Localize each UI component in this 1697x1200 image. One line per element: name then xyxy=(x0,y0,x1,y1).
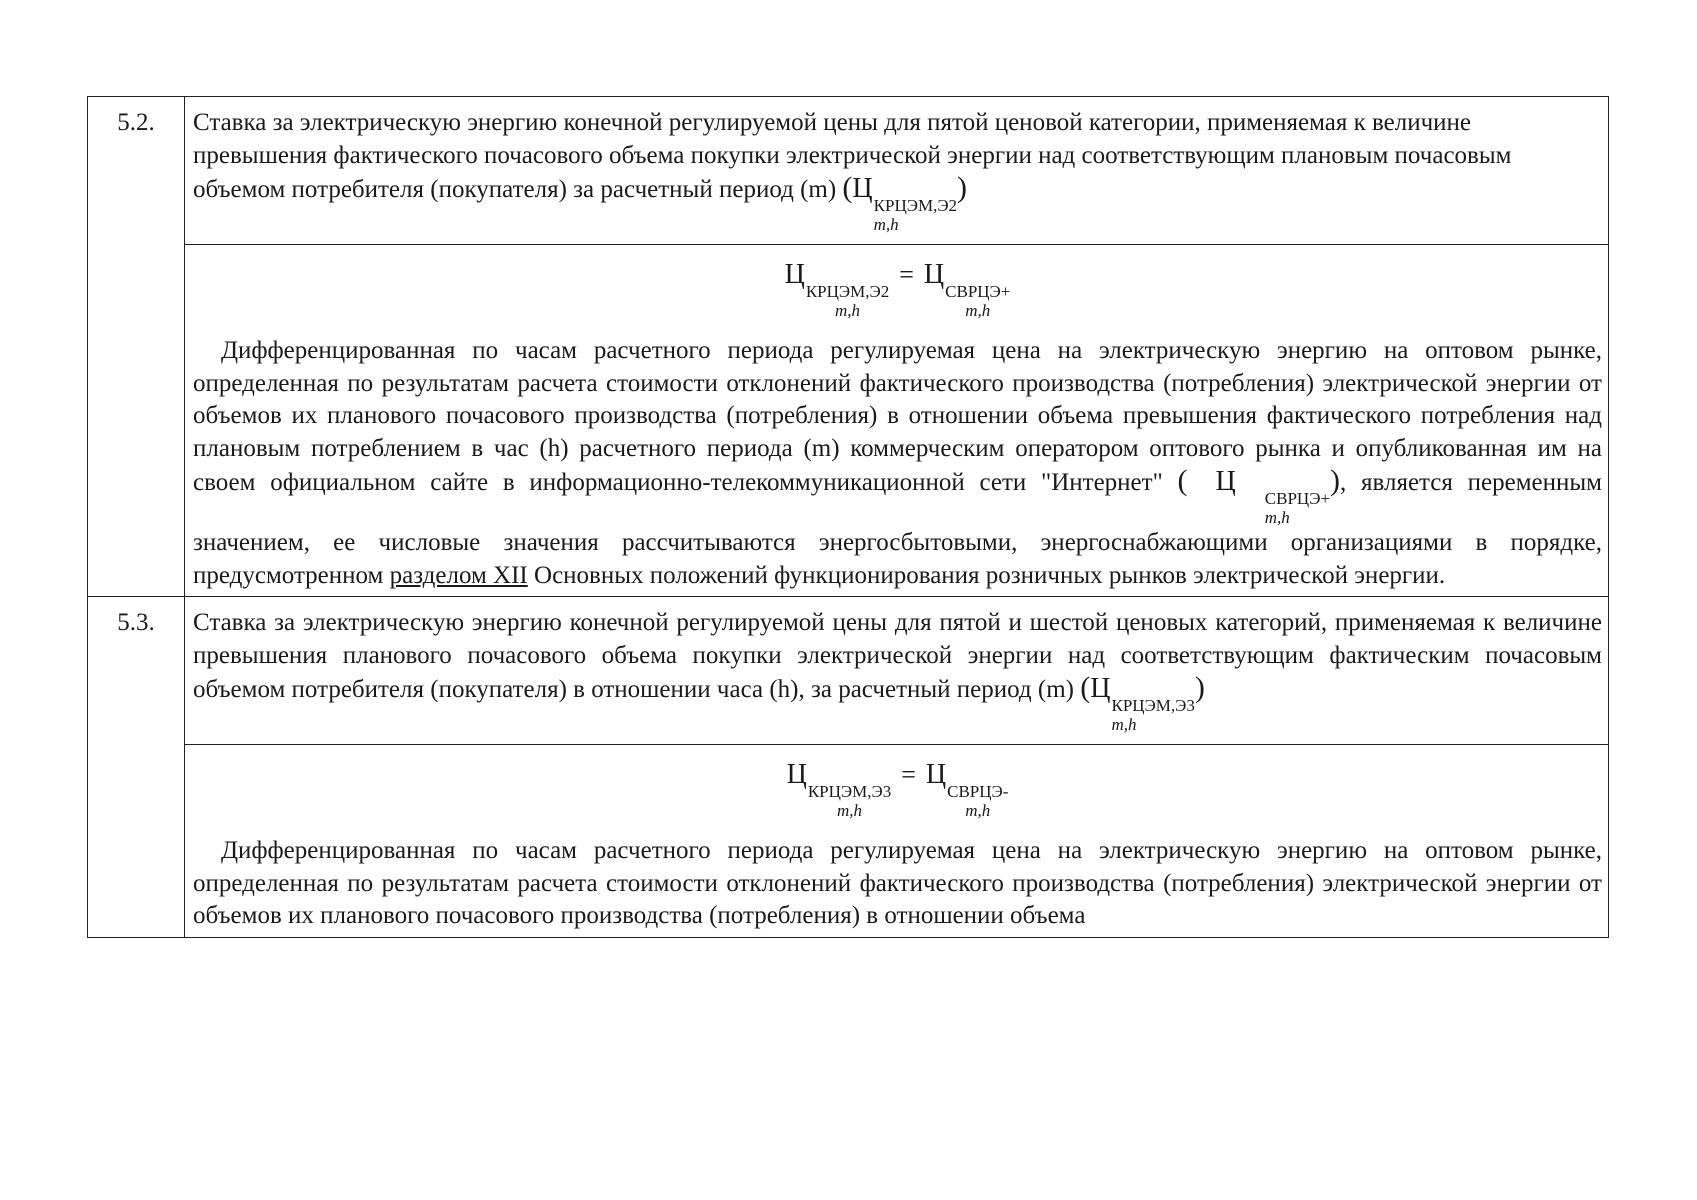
empty-number-cell xyxy=(88,745,185,938)
symbol-base: Ц xyxy=(786,759,807,790)
section-5-3-header-row xyxy=(88,597,1609,745)
section-5-2-detail-row xyxy=(88,245,1609,597)
symbol-subscript: m,h xyxy=(1111,715,1137,734)
price-symbol xyxy=(1090,673,1195,734)
section-5-2-header-row xyxy=(88,97,1609,245)
symbol-base: Ц xyxy=(923,259,945,290)
section-description xyxy=(185,597,1609,745)
symbol-subscript: m,h xyxy=(835,301,861,320)
description-text: Ставка за электрическую энергию конечной регулируемой цены для пятой ценовой категории, применяемая к величине превышения фактического почасового объема покупки электрической энергии над соответствующим плановым почасовым объемом потребителя (покупателя) за расчетный период (m) xyxy=(193,109,1512,203)
section-description xyxy=(185,97,1609,245)
symbol-subscript: m,h xyxy=(836,801,863,820)
price-symbol xyxy=(852,173,957,234)
empty-number-cell xyxy=(88,245,185,597)
formula-right-symbol xyxy=(926,759,1009,820)
description-text: Ставка за электрическую энергию конечной регулируемой цены для пятой и шестой ценовых категорий, применяемая к величине превышения планового почасового объема покупки электрической энергии над соответствующим фактическим почасовым объемом потребителя (покупателя) в отношении часа (h), за расчетный период (m) xyxy=(193,609,1602,703)
symbol-base: Ц xyxy=(852,173,873,204)
formula-left-symbol xyxy=(787,759,892,820)
symbol-superscript: СВРЦЭ+ xyxy=(1264,489,1331,508)
symbol-superscript: КРЦЭМ,Э2 xyxy=(805,282,890,301)
symbol-superscript: СВРЦЭ+ xyxy=(945,282,1011,301)
formula-right-symbol xyxy=(924,259,1010,320)
symbol-subscript: m,h xyxy=(1264,508,1290,527)
paren-open: ( xyxy=(842,171,853,204)
section-5-3-detail-row xyxy=(88,745,1609,938)
symbol-superscript: КРЦЭМ,Э3 xyxy=(1111,696,1195,715)
paren-open: ( xyxy=(1080,671,1091,704)
paren-close: ) xyxy=(1330,464,1341,497)
explanation-paragraph xyxy=(193,335,1602,592)
paren-close: ) xyxy=(1194,671,1205,704)
price-symbol xyxy=(1188,466,1330,527)
paragraph-text: Дифференцированная по часам расчетного периода регулируемая цена на электрическую энергию на оптовом рынке, определенная по результатам расчета стоимости отклонений фактического производства (потребления) электрической энергии от объемов их планового почасового производства (потребления) в отношении объема превышения фактического потребления над плановым потреблением в час (h) расчетного периода (m) коммерческим оператором оптового рынка и опубликованная им на своем официальном сайте в информационно-телекоммуникационной сети "Интернет" xyxy=(193,337,1602,496)
symbol-subscript: m,h xyxy=(965,301,991,320)
equals-sign: = xyxy=(899,260,914,289)
paren-close: ) xyxy=(957,171,968,204)
symbol-subscript: m,h xyxy=(873,215,899,234)
symbol-base: Ц xyxy=(1090,673,1111,704)
section-number: 5.2. xyxy=(88,97,185,245)
formula xyxy=(193,259,1602,320)
explanation-paragraph: Дифференцированная по часам расчетного периода регулируемая цена на электрическую энергию на оптовом рынке, определенная по результатам расчета стоимости отклонений фактического производства (потребления) электрической энергии от объемов их планового почасового производства (потребления) в отношении объема xyxy=(193,837,1602,929)
symbol-superscript: СВРЦЭ- xyxy=(947,782,1009,801)
paren-open: ( xyxy=(1177,464,1188,497)
symbol-superscript: КРЦЭМ,Э2 xyxy=(873,196,958,215)
formula-left-symbol xyxy=(785,259,890,320)
formula xyxy=(193,759,1602,820)
paragraph-text: , является переменным значением, ее числовые значения рассчитываются энергосбытовыми, энергоснабжающими организациями в порядке, предусмотренном xyxy=(193,469,1602,589)
section-detail xyxy=(185,745,1609,938)
symbol-base: Ц xyxy=(925,759,947,790)
section-xii-link[interactable]: разделом XII xyxy=(389,561,528,589)
paragraph-text: Основных положений функционирования розничных рынков электрической энергии. xyxy=(534,561,1446,589)
symbol-superscript: КРЦЭМ,Э3 xyxy=(807,782,892,801)
symbol-subscript: m,h xyxy=(965,801,991,820)
tariff-table xyxy=(87,96,1609,938)
equals-sign: = xyxy=(901,760,916,789)
section-number: 5.3. xyxy=(88,597,185,745)
section-detail xyxy=(185,245,1609,597)
symbol-base: Ц xyxy=(784,259,805,290)
symbol-base: Ц xyxy=(1215,466,1236,497)
